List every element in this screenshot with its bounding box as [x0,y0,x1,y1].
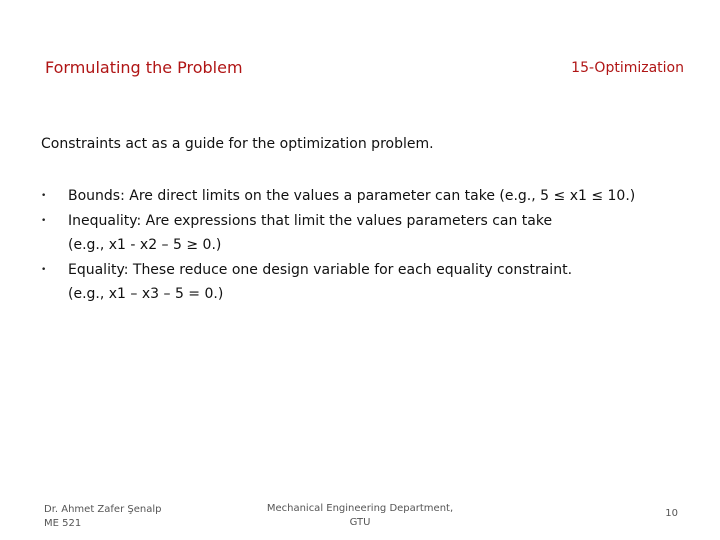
footer-university: GTU [349,517,371,528]
footer-author-block [44,503,161,531]
bullet-icon: • [41,264,47,275]
bullet-example-line: (e.g., x1 – x3 – 5 = 0.) [68,286,224,302]
bullet-icon: • [41,191,47,201]
bullet-example-line: (e.g., x1 - x2 – 5 ≥ 0.) [68,237,222,253]
bullet-text [68,258,701,307]
bullet-equality [41,258,701,307]
page-number: 10 [665,508,678,519]
bullet-icon: • [41,215,47,226]
bullet-line: Inequality: Are expressions that limit the values parameters can take [68,212,553,229]
chapter-label: 15-Optimization [571,60,684,76]
footer-course: ME 521 [44,518,82,529]
constraint-list [41,184,701,307]
slide-title: Formulating the Problem [45,58,243,77]
bullet-inequality [41,209,701,258]
footer-department-block [260,502,460,530]
bullet-line: Equality: These reduce one design variable for each equality constraint. [68,261,573,278]
footer-department: Mechanical Engineering Department, [266,503,454,514]
bullet-line: Bounds: Are direct limits on the values a parameter can take (e.g., 5 ≤ x1 ≤ 10.) [68,188,636,204]
footer-author: Dr. Ahmet Zafer Şenalp [44,504,162,515]
bullet-text [68,184,701,209]
intro-text: Constraints act as a guide for the optimization problem. [41,136,434,152]
bullet-bounds [41,184,701,209]
bullet-text [68,209,701,258]
